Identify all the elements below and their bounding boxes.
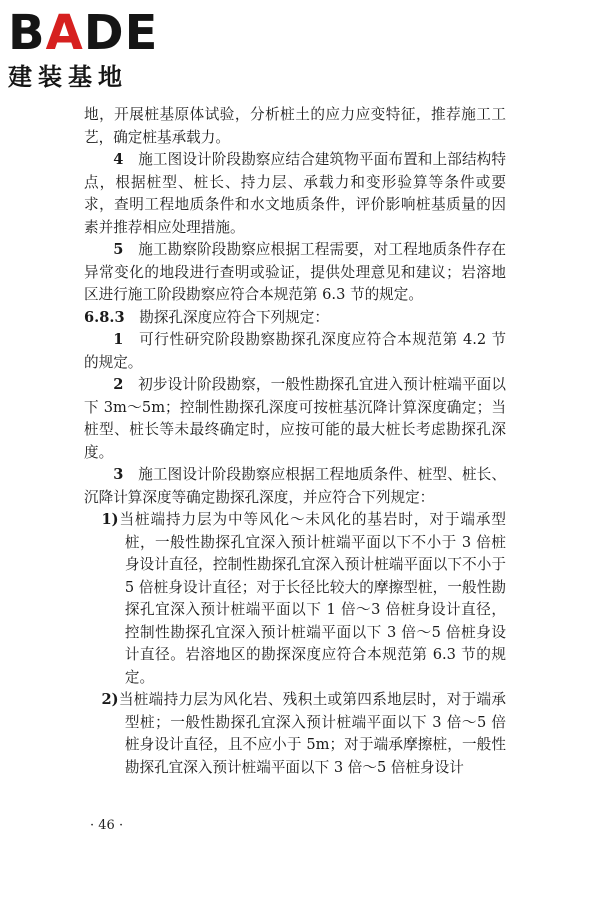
sub-item: 2)当桩端持力层为风化岩、残积土或第四系地层时，对于端承型桩；一般性勘探孔宜深入预计桩端平面以下 3 倍～5 倍桩身设计直径，且不应小于 5m；对于端承摩擦桩，一般性勘探孔宜深入预计桩端平面以下 3 倍～5 倍桩身设计 <box>101 691 506 776</box>
logo <box>4 6 184 96</box>
paragraph: 2 初步设计阶段勘察，一般性勘探孔宜进入预计桩端平面以下 3m～5m；控制性勘探孔深度可按桩基沉降计算深度确定；当桩型、桩长等未最终确定时，应按可能的最大桩长考虑勘探孔深度。 <box>84 376 506 461</box>
paragraph: 5 施工勘察阶段勘察应根据工程需要，对工程地质条件存在异常变化的地段进行查明或验证，提供处理意见和建议；岩溶地区进行施工阶段勘察应符合本规范第 6.3 节的规定。 <box>84 241 506 303</box>
page-number: · 46 · <box>90 818 124 833</box>
paragraph: 1 可行性研究阶段勘察勘探孔深度应符合本规范第 4.2 节的规定。 <box>84 331 506 371</box>
page-body <box>84 104 506 779</box>
sub-item: 1)当桩端持力层为中等风化～未风化的基岩时，对于端承型桩，一般性勘探孔宜深入预计桩端平面以下不小于 3 倍桩身设计直径，控制性勘探孔宜深入预计桩端平面以下不小于 5 倍桩身设计直径；对于长径比较大的摩擦型桩，一般性勘探孔宜深入预计桩端平面以下 1 倍～3 倍桩身设计直径，控制性勘探孔宜深入预计桩端平面以下 3 倍～5 倍桩身设计直径。岩溶地区的勘探深度应符合本规范第 6.3 节的规定。 <box>101 511 506 686</box>
logo-subtitle: 建装基地 <box>8 63 128 91</box>
paragraph: 3 施工图设计阶段勘察应根据工程地质条件、桩型、桩长、沉降计算深度等确定勘探孔深度，并应符合下列规定： <box>84 466 506 506</box>
paragraph: 地，开展桩基原体试验，分析桩土的应力应变特征，推荐施工工艺，确定桩基承载力。 <box>84 106 506 146</box>
section-heading: 6.8.3 勘探孔深度应符合下列规定： <box>84 308 329 326</box>
logo-wordmark: BADE <box>8 5 159 61</box>
paragraph: 4 施工图设计阶段勘察应结合建筑物平面布置和上部结构特点，根据桩型、桩长、持力层、承载力和变形验算等条件或要求，查明工程地质条件和水文地质条件，评价影响桩基质量的因素并推荐相应处理措施。 <box>84 151 506 236</box>
